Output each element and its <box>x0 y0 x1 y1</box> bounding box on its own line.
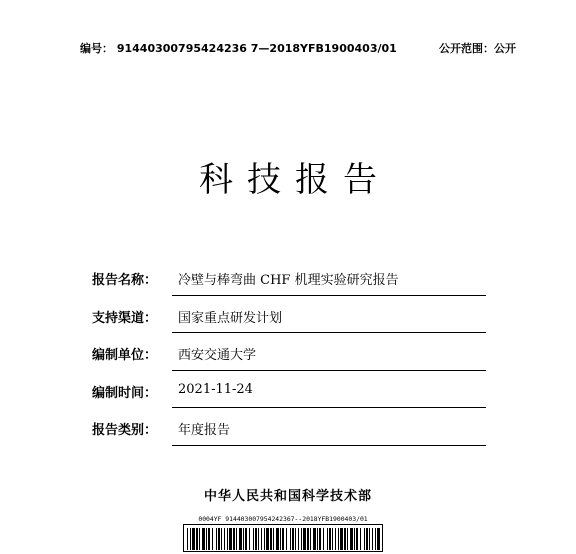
document-title: 科技报告 <box>199 160 391 200</box>
field-value: 国家重点研发计划 <box>178 310 283 326</box>
field-label: 报告类别： <box>92 423 158 438</box>
report-number: 编号： 91440300795424236 7—2018YFB1900403/01 <box>80 42 397 55</box>
barcode-image <box>184 525 383 552</box>
underline <box>172 332 486 333</box>
underline <box>172 370 486 371</box>
disclosure-scope: 公开范围：公开 <box>439 42 516 55</box>
field-value: 冷壁与棒弯曲 CHF 机理实验研究报告 <box>178 273 399 288</box>
field-label: 支持渠道： <box>92 310 158 326</box>
field-label: 编制单位： <box>92 348 158 363</box>
info-row-compiling-unit <box>92 334 486 372</box>
field-label: 编制时间： <box>92 385 158 401</box>
info-row-report-category <box>92 409 486 447</box>
field-value: 2021-11-24 <box>178 381 253 397</box>
underline <box>172 295 486 296</box>
info-row-compiling-date <box>92 372 486 410</box>
field-value: 西安交通大学 <box>178 348 257 363</box>
barcode <box>183 524 383 552</box>
report-info-table <box>92 259 486 447</box>
info-row-support-channel <box>92 297 486 335</box>
field-value: 年度报告 <box>178 423 231 438</box>
underline <box>172 407 486 408</box>
underline <box>172 445 486 446</box>
barcode-caption: 0004YF 914403007954242367--2018YFB1900403/01 <box>198 515 368 523</box>
field-label: 报告名称： <box>92 273 158 288</box>
info-row-report-name <box>92 259 486 297</box>
issuing-organization: 中华人民共和国科学技术部 <box>203 489 372 504</box>
